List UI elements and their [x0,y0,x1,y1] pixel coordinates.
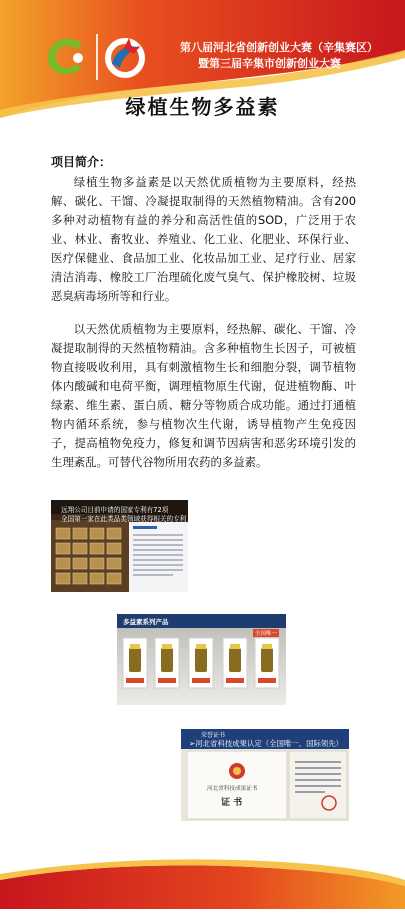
certificate-caption-top: 荣誉证书 [201,732,226,739]
footer-wave [0,850,405,909]
footer-wave-graphic [0,850,405,909]
product-series-image [117,614,286,705]
logo-divider [96,34,98,80]
product-badge: 全国唯一 [255,631,278,637]
product-series-photo [117,614,286,705]
page-title: 绿植生物多益素 [125,95,280,119]
contest-name-line2: 暨第三届辛集市创新创业大赛 [198,57,341,70]
section-heading: 项目简介： [51,155,112,169]
intro-paragraph-2: 以天然优质植物为主要原料，经热解、碳化、干馏、冷凝提取制得的天然植物精油。含多种植物生长因子，可被植物直接吸收利用，具有刺激植物生长和细胞分裂，调节植物体内酸碱和电荷平衡，调理植物原生代谢，促进植物酶、叶绿素、维生素、蛋白质、糖分等物质合成功能。通过打通植物内循环系统，参与植物次生代谢，诱导植物产生免疫因子，提高植物免疫力，修复和调节因病害和恶劣环境引发的生理紊乱。可替代谷物所用农药的多益素。 [51,322,356,469]
city-logo-icon [100,34,150,80]
certificate-word: 证 书 [221,798,243,808]
certificate-caption-text: 河北省科技成果认定（全国唯一、国际领先） [195,739,344,748]
certificate-photo [181,729,349,821]
patent-caption-line1: 远翔公司目前申请的国家专利有72项 [61,506,169,514]
certificate-title: 河北省科技成果证书 [207,786,258,792]
patent-caption-line2: 全国第一家在此类品类领域获得相关的专利 [61,515,187,523]
patent-photo [51,500,188,592]
contest-name-line1: 第八届河北省创新创业大赛（辛集赛区） [180,41,378,54]
intro-paragraph-1: 绿植生物多益素是以天然优质植物为主要原料，经热解、碳化、干馏、冷凝提取制得的天然植物精油。含有200多种对动植物有益的养分和高活性值的SOD，广泛用于农业、林业、畜牧业、养殖业、化工业、化肥业、环保行业、医疗保健业、食品加工业、化妆品加工业、足疗行业、居家清洁消毒、橡胶工厂治理硫化废气臭气、保护橡胶树、垃圾恶臭病毒场所等和行业。 [51,175,356,303]
product-series-caption: 多益素系列产品 [123,618,169,626]
certificate-caption [189,738,343,749]
arrow-right-icon: ➢ [189,739,196,748]
contest-logo-icon [42,34,92,80]
